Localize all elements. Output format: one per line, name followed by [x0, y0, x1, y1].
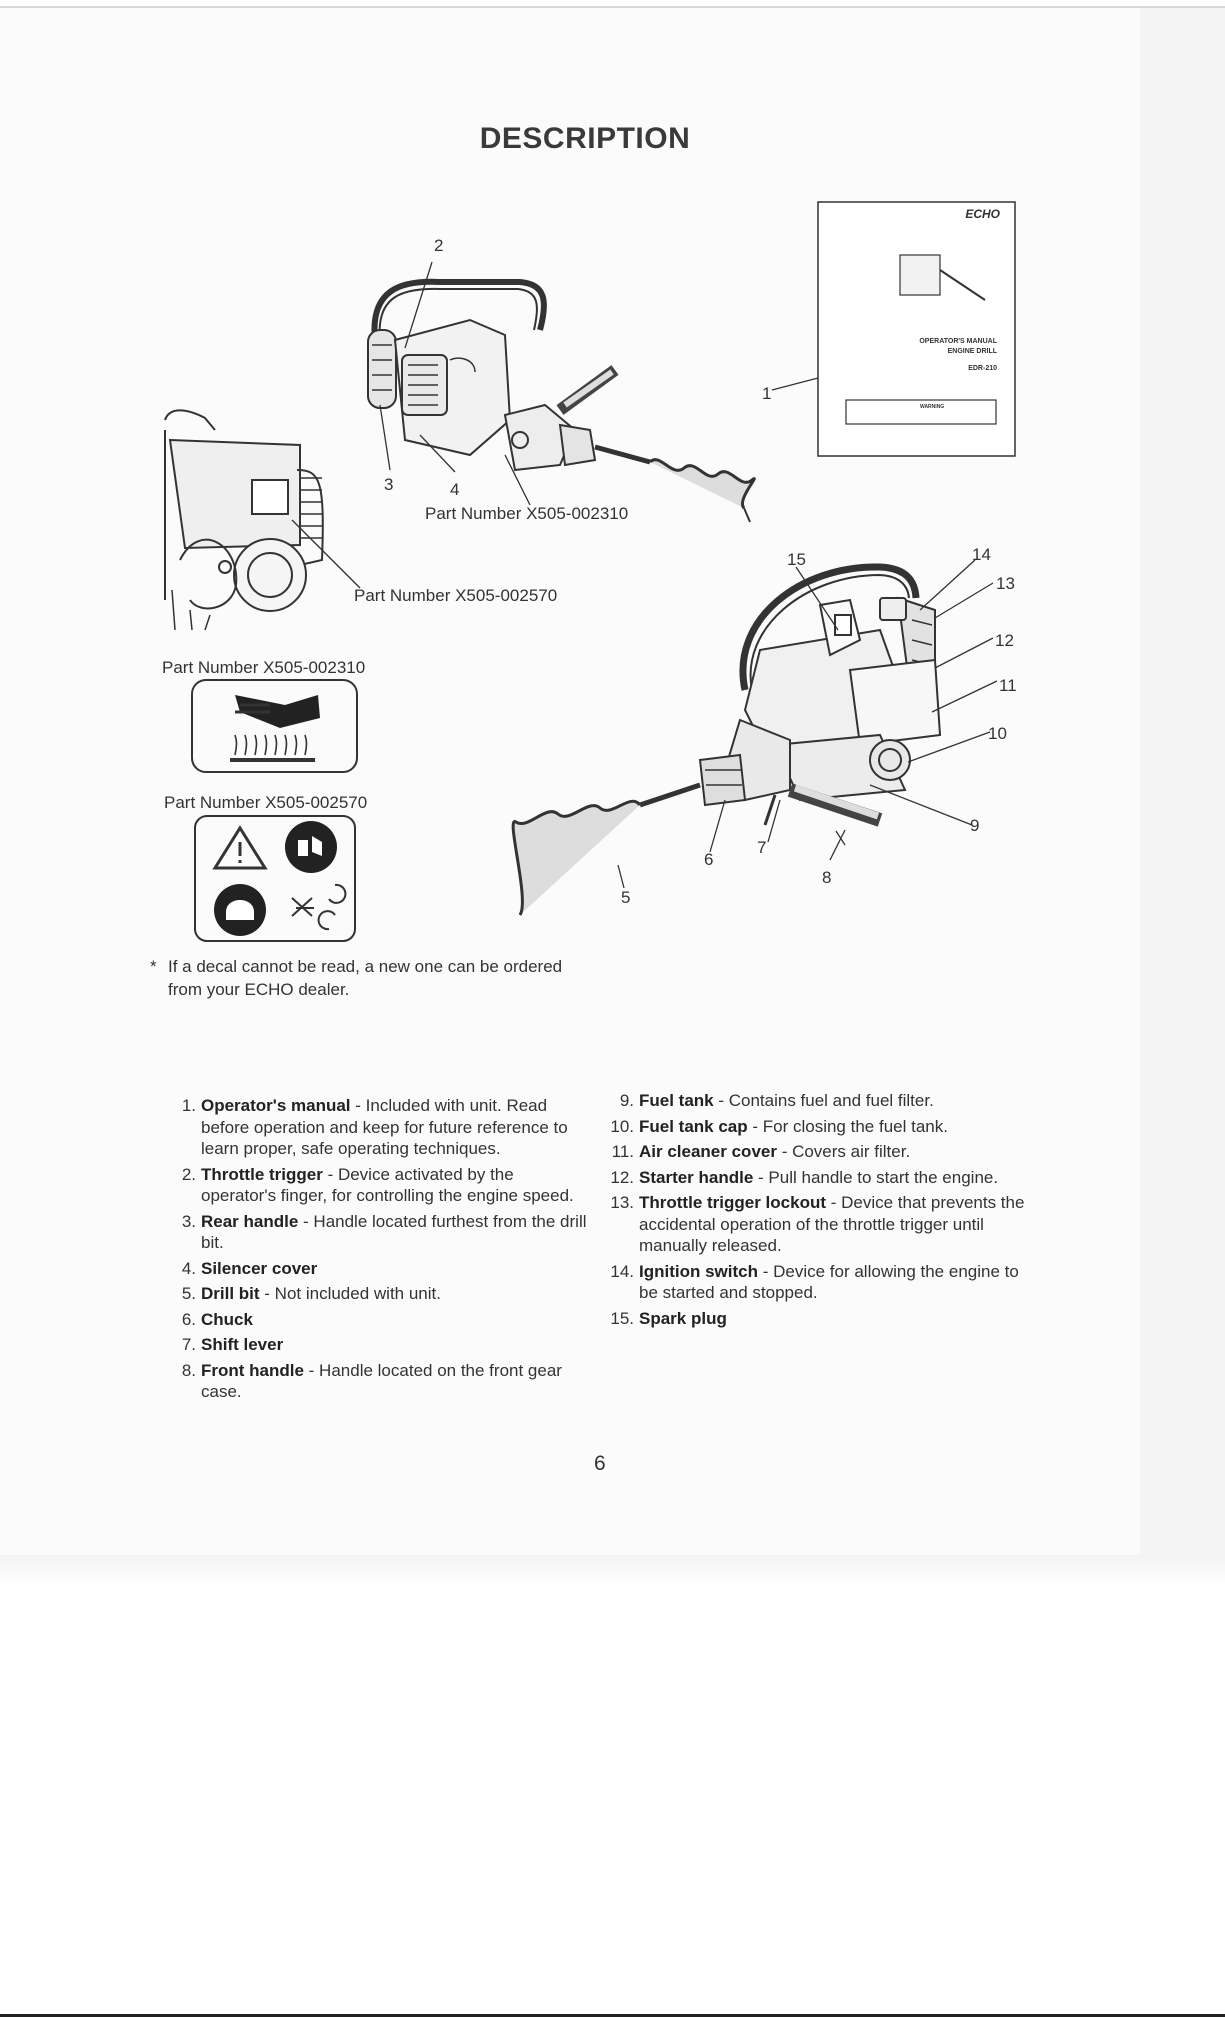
list-item: 1. Operator's manual - Included with unit. Read before operation and keep for future reference to learn proper, safe operating techniques. — [181, 1096, 568, 1158]
part-number-label-upper: Part Number X505-002310 — [425, 504, 629, 523]
engine-closeup-illustration — [165, 410, 323, 630]
decal-safety-symbols — [195, 816, 355, 941]
list-item: 4. Silencer cover — [181, 1258, 318, 1278]
callout-6: 6 — [704, 850, 714, 869]
list-item: 10. Fuel tank cap - For closing the fuel tank. — [610, 1116, 948, 1136]
callout-15: 15 — [787, 550, 806, 569]
callout-11: 11 — [999, 676, 1017, 695]
page-number: 6 — [594, 1452, 606, 1475]
callout-1: 1 — [762, 384, 772, 403]
list-item: 11. Air cleaner cover - Covers air filter. — [611, 1142, 911, 1161]
manual-warning: WARNING — [920, 404, 945, 410]
callout-10: 10 — [988, 724, 1007, 743]
note-asterisk: * — [150, 957, 157, 976]
list-item: 8. Front handle - Handle located on the front gear case. — [181, 1360, 562, 1401]
callout-7: 7 — [757, 838, 767, 857]
callout-8: 8 — [822, 868, 832, 887]
parts-list-left — [168, 1095, 588, 1407]
list-item: 2. Throttle trigger - Device activated by the operator's finger, for controlling the engine speed. — [181, 1164, 574, 1205]
manual-title-line3: EDR-210 — [968, 365, 997, 372]
callout-5: 5 — [621, 888, 631, 907]
part-number-label-engine: Part Number X505-002570 — [354, 586, 558, 605]
callout-4: 4 — [450, 480, 460, 499]
list-item: 13. Throttle trigger lockout - Device that prevents the accidental operation of the throttle trigger until manually released. — [610, 1193, 1025, 1255]
main-drill-illustration — [513, 567, 940, 915]
parts-list-right — [606, 1090, 1031, 1333]
list-item: 9. Fuel tank - Contains fuel and fuel filter. — [619, 1091, 934, 1110]
callout-14: 14 — [972, 545, 991, 564]
callout-3: 3 — [384, 475, 394, 494]
note-text: If a decal cannot be read, a new one can be ordered from your ECHO dealer. — [168, 957, 563, 999]
manual-title-line2: ENGINE DRILL — [947, 348, 997, 355]
list-item: 12. Starter handle - Pull handle to start the engine. — [610, 1167, 999, 1187]
list-item: 15. Spark plug — [610, 1308, 727, 1328]
parts-figure — [0, 0, 1225, 1000]
list-item: 6. Chuck — [181, 1309, 253, 1329]
list-item: 5. Drill bit - Not included with unit. — [181, 1284, 441, 1303]
manual-title-line1: OPERATOR'S MANUAL — [919, 338, 997, 345]
decal2-part-number: Part Number X505-002570 — [164, 793, 368, 812]
list-item: 7. Shift lever — [181, 1335, 284, 1354]
callout-12: 12 — [995, 631, 1014, 650]
manual-brand: ECHO — [965, 207, 1000, 221]
scan-bottom-edge — [0, 1555, 1225, 1585]
list-item: 3. Rear handle - Handle located furthest from the drill bit. — [181, 1211, 587, 1252]
upper-drill-illustration — [368, 282, 754, 522]
callout-2: 2 — [434, 236, 444, 255]
decal1-part-number: Part Number X505-002310 — [162, 658, 366, 677]
manual-cover-illustration — [818, 202, 1015, 456]
page-title: DESCRIPTION — [479, 122, 691, 155]
callout-13: 13 — [996, 574, 1015, 593]
callout-9: 9 — [970, 816, 980, 835]
decal-note — [150, 955, 588, 1001]
list-item: 14. Ignition switch - Device for allowing the engine to be started and stopped. — [610, 1261, 1019, 1302]
decal-hot-surface — [192, 680, 357, 772]
